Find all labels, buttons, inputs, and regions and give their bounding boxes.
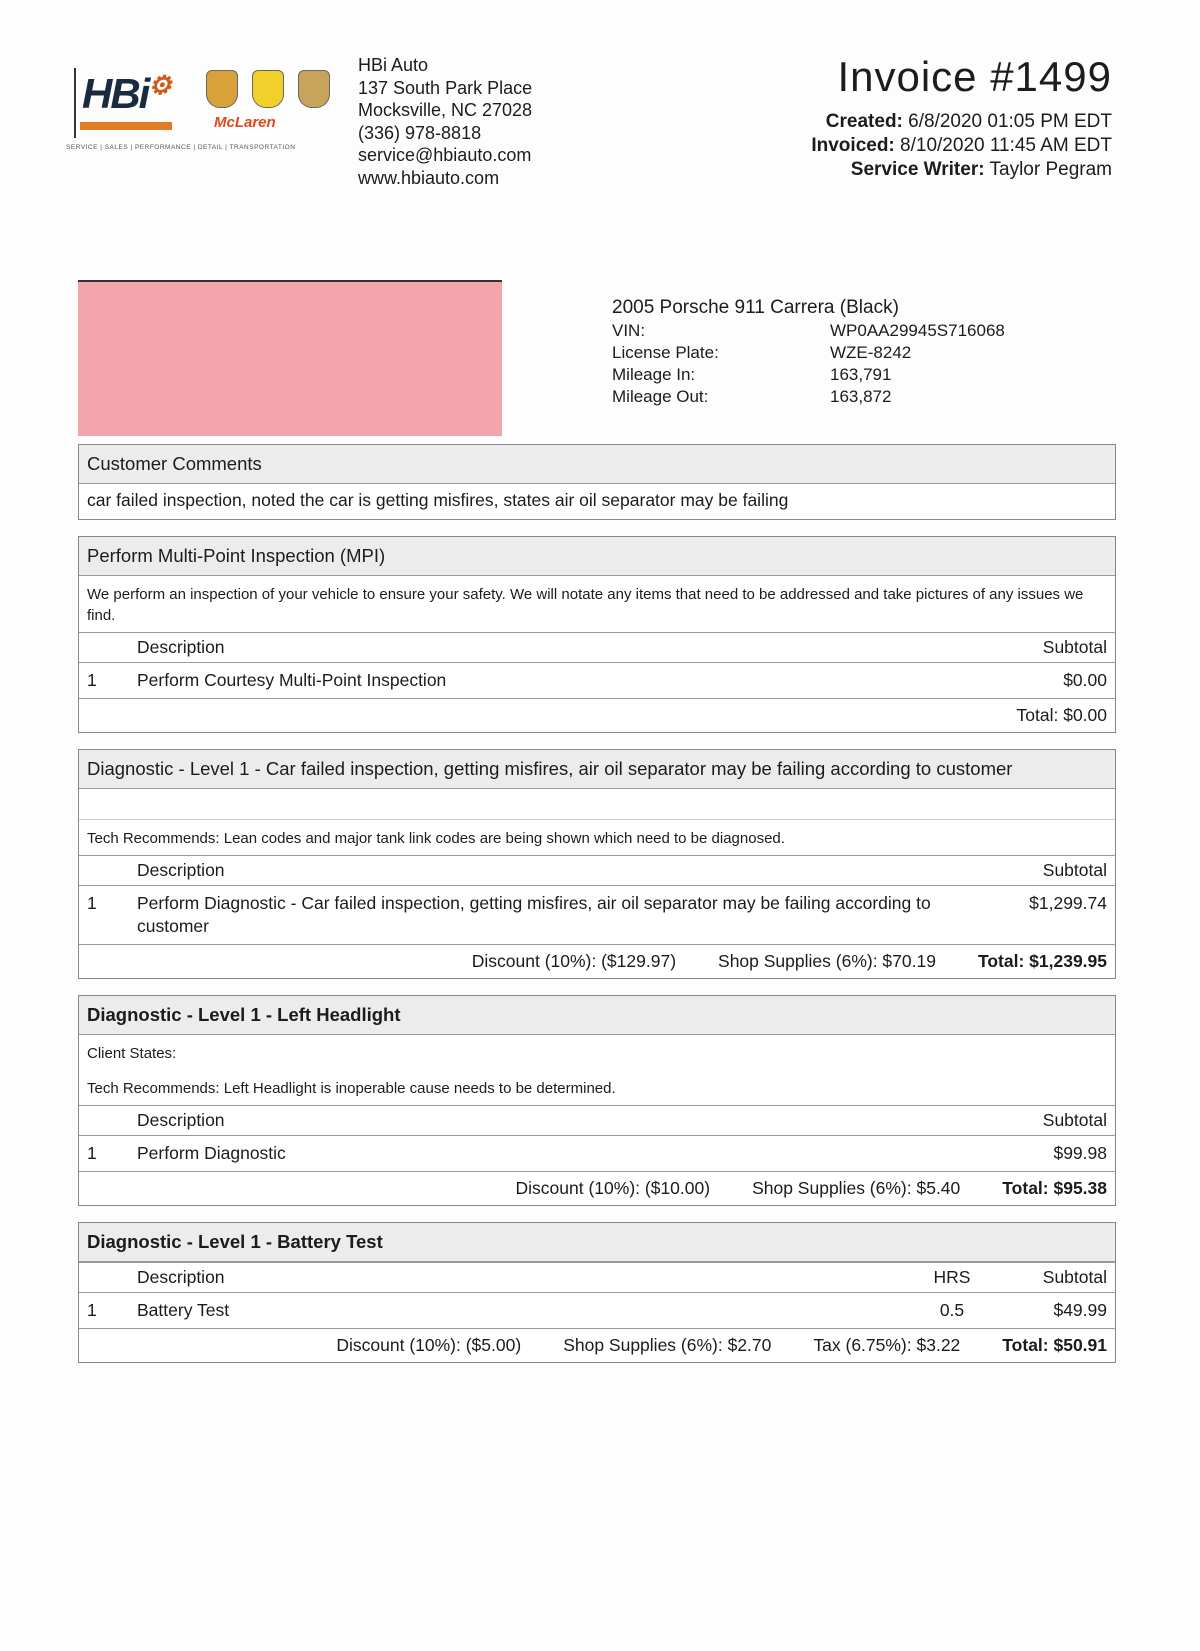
logo-tagline: SERVICE | SALES | PERFORMANCE | DETAIL | TRANSPORTATION (66, 144, 296, 151)
company-address-line1: 137 South Park Place (358, 77, 533, 98)
section-totals (79, 1171, 1115, 1205)
invoiced-line: Invoiced: 8/10/2020 11:45 AM EDT (811, 135, 1112, 156)
company-logo (62, 64, 334, 164)
diagnostic-battery-section (78, 1222, 1116, 1363)
vehicle-row-vin: VIN: WP0AA29945S716068 (612, 321, 1005, 340)
invoice-meta (811, 110, 1112, 182)
company-address-line2: Mocksville, NC 27028 (358, 100, 533, 120)
vehicle-row-mileage-in: Mileage In: 163,791 (612, 365, 892, 384)
tech-recommends: Tech Recommends: Left Headlight is inoperable cause needs to be determined. (87, 1080, 616, 1097)
invoice-content (78, 444, 1116, 1379)
section-totals (79, 1328, 1115, 1362)
mpi-description: We perform an inspection of your vehicle to ensure your safety. We will notate any items that need to be addressed and take pictures of any issues we find. (87, 586, 1084, 624)
invoice-title: Invoice #1499 (837, 53, 1112, 100)
table-row: 1 Battery Test 0.5 $49.99 (87, 1300, 1107, 1320)
company-email: service@hbiauto.com (358, 145, 532, 165)
section-total: Total: $0.00 (79, 698, 1115, 732)
diagnostic-battery-heading: Diagnostic - Level 1 - Battery Test (79, 1223, 1115, 1262)
lamborghini-shield-icon (298, 70, 330, 108)
discount: Discount (10%): ($129.97) (471, 951, 677, 971)
table-row: 1 Perform Diagnostic - Car failed inspection, getting misfires, air oil separator may be failing according to customer $1,299.74 (87, 893, 1107, 936)
table-header: Description Subtotal (79, 632, 1115, 663)
diagnostic-misfires-heading: Diagnostic - Level 1 - Car failed inspection, getting misfires, air oil separator may be failing according to customer (79, 750, 1115, 789)
diagnostic-misfires-section (78, 749, 1116, 979)
logo-divider (74, 68, 76, 138)
vehicle-row-plate: License Plate: WZE-8242 (612, 343, 912, 362)
company-name: HBi Auto (358, 55, 429, 75)
table-header: Description HRS Subtotal (79, 1262, 1115, 1293)
customer-comments-heading: Customer Comments (79, 445, 1115, 484)
shop-supplies: Shop Supplies (6%): $2.70 (563, 1335, 772, 1355)
tech-recommends: Tech Recommends: Lean codes and major tank link codes are being shown which need to be diagnosed. (87, 830, 785, 847)
table-header: Description Subtotal (79, 855, 1115, 886)
customer-comments-text: car failed inspection, noted the car is getting misfires, states air oil separator may be failing (87, 490, 789, 510)
vehicle-info (612, 296, 1092, 408)
section-totals (79, 944, 1115, 978)
gear-icon: ⚙ (148, 70, 170, 100)
redacted-customer-info (78, 280, 502, 436)
shop-supplies: Shop Supplies (6%): $70.19 (718, 951, 936, 971)
section-total: Total: $95.38 (1002, 1178, 1107, 1198)
ferrari-shield-icon (252, 70, 284, 108)
company-website: www.hbiauto.com (358, 167, 500, 188)
client-states: Client States: (87, 1045, 177, 1062)
spacer (79, 789, 1115, 820)
invoice-header (811, 52, 1112, 182)
section-total: Total: $1,239.95 (977, 951, 1107, 971)
company-info (358, 54, 532, 189)
diagnostic-headlight-heading: Diagnostic - Level 1 - Left Headlight (79, 996, 1115, 1035)
customer-comments-section (78, 444, 1116, 520)
table-row: 1 Perform Courtesy Multi-Point Inspection $0.00 (87, 670, 1107, 690)
service-writer-line: Service Writer: Taylor Pegram (850, 159, 1112, 180)
mpi-section (78, 536, 1116, 733)
tax: Tax (6.75%): $3.22 (813, 1335, 961, 1355)
logo-stripe (80, 122, 172, 130)
section-total: Total: $50.91 (1002, 1335, 1107, 1355)
vehicle-row-mileage-out: Mileage Out: 163,872 (612, 387, 892, 406)
table-header: Description Subtotal (79, 1105, 1115, 1136)
shop-supplies: Shop Supplies (6%): $5.40 (752, 1178, 961, 1198)
discount: Discount (10%): ($10.00) (515, 1178, 711, 1198)
vehicle-title: 2005 Porsche 911 Carrera (Black) (612, 297, 899, 318)
discount: Discount (10%): ($5.00) (336, 1335, 522, 1355)
table-row: 1 Perform Diagnostic $99.98 (87, 1143, 1107, 1163)
porsche-crest-icon (206, 70, 238, 108)
mclaren-logo: McLaren (214, 114, 276, 131)
mpi-heading: Perform Multi-Point Inspection (MPI) (79, 537, 1115, 576)
logo-wordmark: HBi⚙ (82, 70, 170, 117)
created-line: Created: 6/8/2020 01:05 PM EDT (825, 111, 1112, 132)
company-phone: (336) 978-8818 (358, 122, 482, 143)
diagnostic-headlight-section (78, 995, 1116, 1206)
